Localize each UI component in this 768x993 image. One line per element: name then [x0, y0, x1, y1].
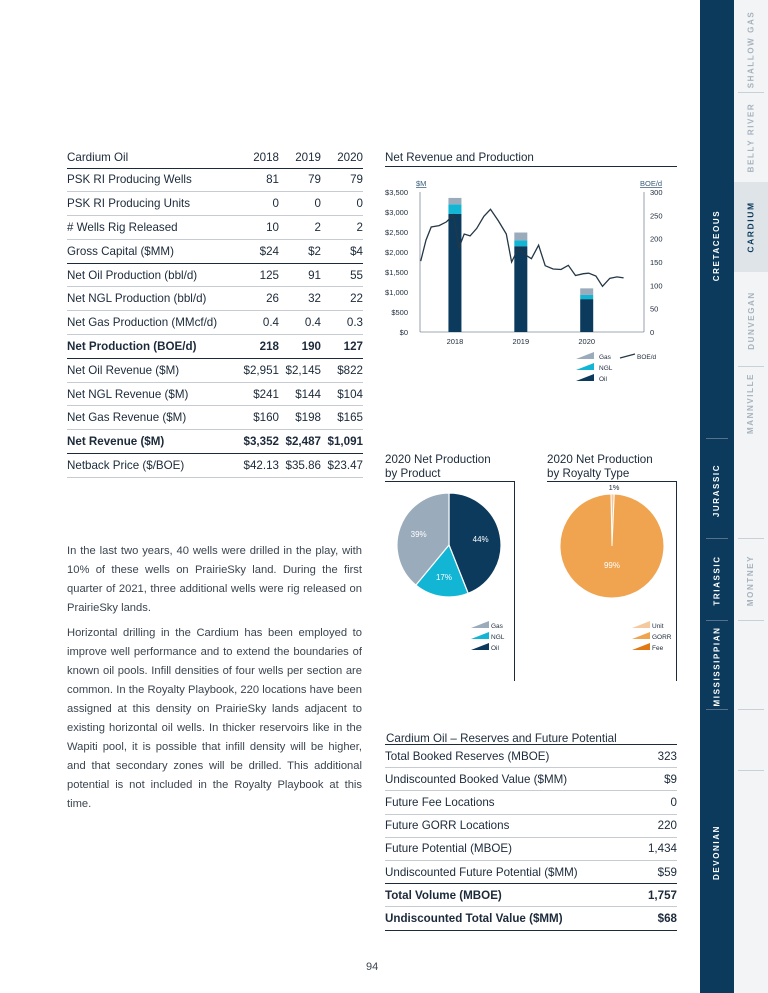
row-label: Netback Price ($/BOE)	[67, 454, 237, 478]
royalty-title-line1: 2020 Net Production	[547, 453, 653, 466]
tab-triassic[interactable]: TRIASSIC	[712, 554, 722, 606]
table-row	[67, 311, 363, 335]
reserves-table	[385, 744, 677, 931]
cell-2020: $1,091	[321, 430, 363, 454]
cell-2019: 0	[279, 192, 321, 216]
cell-2019: $198	[279, 406, 321, 430]
pie-label-ngl: 17%	[435, 572, 452, 582]
table-row	[67, 239, 363, 263]
product-title-line2: by Product	[385, 467, 441, 480]
row-label: # Wells Rig Released	[67, 216, 237, 240]
row-label: Net Production (BOE/d)	[67, 335, 237, 359]
cell-2020: 127	[321, 335, 363, 359]
legend-label-gas: Gas	[491, 623, 503, 630]
cell-2019: $35.86	[279, 454, 321, 478]
cell-2020: 79	[321, 168, 363, 192]
bar-oil-2020	[580, 299, 593, 332]
pie-label-unit: 1%	[608, 483, 620, 492]
row-label: Net Revenue ($M)	[67, 430, 237, 454]
row-value: $9	[639, 768, 677, 791]
cell-2018: 125	[237, 263, 279, 287]
cell-2018: 0.4	[237, 311, 279, 335]
cell-2018: $3,352	[237, 430, 279, 454]
legend-label-gorr: GORR	[652, 634, 672, 641]
cell-2018: $42.13	[237, 454, 279, 478]
royalty-pie-chart	[547, 480, 677, 665]
table-row	[385, 907, 677, 930]
bar-gas-2019	[514, 233, 527, 241]
y-tick-label: $1,000	[385, 288, 408, 297]
table-row	[385, 768, 677, 791]
cell-2018: 0	[237, 192, 279, 216]
y-axis-unit: $M	[416, 179, 427, 188]
legend-swatch-unit	[632, 621, 650, 628]
row-label: Net Gas Production (MMcf/d)	[67, 311, 237, 335]
production-table	[67, 148, 363, 478]
table-title: Cardium Oil	[67, 148, 237, 168]
bar-ngl-2019	[514, 240, 527, 246]
y-tick-label: $0	[399, 328, 408, 337]
table-header	[67, 148, 363, 168]
cell-2019: $144	[279, 382, 321, 406]
cell-2018: $24	[237, 239, 279, 263]
paragraph-drilling: In the last two years, 40 wells were drilled in the play, with 10% of these wells on PrairieSky land. During the first quarter of 2021, three additional wells were rig released on PrairieSky lands.	[67, 545, 362, 614]
table-row	[67, 263, 363, 287]
row-value: 0	[639, 791, 677, 814]
paragraph-horizontal: Horizontal drilling in the Cardium has been employed to improve well performance and to extend the boundaries of known oil pools. Infill densities of four wells per section are common. In the Royalty Playbook, 220 locations have been assigned at this density on PrairieSky lands adjacent to existing horizontal oil wells. In thicker reservoirs like in the Wapiti pool, it is possible that infill density will be higher, and that secondary zones will be drilled. This additional potential is not included in the Royalty Playbook at this time.	[67, 627, 362, 810]
cell-2018: $241	[237, 382, 279, 406]
cell-2019: 2	[279, 216, 321, 240]
table-row	[67, 406, 363, 430]
y-tick-label: $3,000	[385, 208, 408, 217]
cell-2018: 218	[237, 335, 279, 359]
y-tick-label: $1,500	[385, 268, 408, 277]
pie-label-oil: 44%	[472, 534, 489, 544]
revenue-chart	[376, 170, 686, 390]
revenue-title-rule	[385, 166, 677, 167]
product-chart-title	[385, 453, 491, 481]
legend-label-gas: Gas	[599, 354, 611, 361]
y2-axis-unit: BOE/d	[640, 179, 663, 188]
table-row	[67, 168, 363, 192]
row-label: Net NGL Production (bbl/d)	[67, 287, 237, 311]
row-label: Total Booked Reserves (MBOE)	[385, 745, 639, 768]
bar-oil-2018	[448, 214, 461, 332]
cell-2020: 22	[321, 287, 363, 311]
row-label: Gross Capital ($MM)	[67, 239, 237, 263]
legend-label-oil: Oil	[491, 645, 499, 652]
y-tick-label: $2,500	[385, 228, 408, 237]
column-2020: 2020	[321, 148, 363, 168]
cell-2020: 0.3	[321, 311, 363, 335]
legend-label-unit: Unit	[652, 623, 664, 630]
tab-mannville[interactable]: MANNVILLE	[746, 372, 756, 434]
table-row	[67, 382, 363, 406]
row-label: Net Oil Production (bbl/d)	[67, 263, 237, 287]
tab-montney[interactable]: MONTNEY	[746, 554, 756, 606]
y2-tick-label: 100	[650, 281, 663, 291]
y2-tick-label: 0	[650, 328, 655, 337]
table-row	[385, 791, 677, 814]
y-tick-label: $500	[391, 308, 408, 317]
legend-swatch-gas	[576, 352, 594, 359]
column-2019: 2019	[279, 148, 321, 168]
tab-mississippian[interactable]: MISSISSIPPIAN	[712, 626, 722, 706]
row-label: Undiscounted Total Value ($MM)	[385, 907, 639, 930]
cell-2020: 0	[321, 192, 363, 216]
row-value: 1,757	[639, 884, 677, 907]
cell-2019: $2	[279, 239, 321, 263]
cell-2019: 32	[279, 287, 321, 311]
legend-swatch-boe	[620, 354, 635, 358]
product-title-rule	[385, 481, 515, 482]
reserves-table-title: Cardium Oil – Reserves and Future Potential	[386, 732, 617, 745]
tab-shallow-gas[interactable]: SHALLOW GAS	[746, 10, 756, 88]
legend-label-ngl: NGL	[599, 365, 613, 372]
product-title-line1: 2020 Net Production	[385, 453, 491, 466]
x-tick-label: 2020	[578, 337, 596, 346]
cell-2018: 81	[237, 168, 279, 192]
cell-2020: 2	[321, 216, 363, 240]
table-row	[67, 216, 363, 240]
table-row	[385, 837, 677, 860]
table-row	[67, 192, 363, 216]
table-row	[385, 884, 677, 907]
cell-2020: $165	[321, 406, 363, 430]
bar-gas-2018	[448, 198, 461, 204]
row-value: $68	[639, 907, 677, 930]
cell-2019: 79	[279, 168, 321, 192]
legend-swatch-oil	[471, 643, 489, 650]
table-row	[67, 454, 363, 478]
legend-swatch-oil	[576, 374, 594, 381]
bar-ngl-2018	[448, 204, 461, 214]
row-label: Net NGL Revenue ($M)	[67, 382, 237, 406]
y2-tick-label: 200	[650, 234, 663, 244]
legend-swatch-ngl	[471, 632, 489, 639]
table-row	[67, 358, 363, 382]
x-tick-label: 2019	[512, 337, 530, 346]
row-label: Future Potential (MBOE)	[385, 837, 639, 860]
cell-2019: 190	[279, 335, 321, 359]
y-tick-label: $3,500	[385, 188, 408, 197]
revenue-chart-title: Net Revenue and Production	[385, 151, 534, 164]
row-value: $59	[639, 860, 677, 883]
row-label: Net Oil Revenue ($M)	[67, 358, 237, 382]
column-2018: 2018	[237, 148, 279, 168]
product-pie-chart	[385, 485, 515, 665]
bar-oil-2019	[514, 246, 527, 332]
tab-devonian[interactable]: DEVONIAN	[712, 824, 722, 880]
row-value: 323	[639, 745, 677, 768]
royalty-title-line2: by Royalty Type	[547, 467, 630, 480]
cell-2019: 91	[279, 263, 321, 287]
row-label: PSK RI Producing Units	[67, 192, 237, 216]
section-sidebar	[700, 0, 768, 993]
legend-label-boe: BOE/d	[637, 354, 657, 361]
legend-swatch-ngl	[576, 363, 594, 370]
period-tabs	[700, 0, 734, 993]
tab-cardium[interactable]: CARDIUM	[734, 182, 768, 272]
legend-label-fee: Fee	[652, 645, 664, 652]
bar-gas-2020	[580, 288, 593, 295]
cell-2019: $2,145	[279, 358, 321, 382]
legend-label-ngl: NGL	[491, 634, 505, 641]
legend-swatch-gas	[471, 621, 489, 628]
legend-swatch-gorr	[632, 632, 650, 639]
tab-belly-river[interactable]: BELLY RIVER	[746, 102, 756, 172]
table-row	[67, 335, 363, 359]
y-tick-label: $2,000	[385, 248, 408, 257]
row-label: Future GORR Locations	[385, 814, 639, 837]
row-label: Undiscounted Booked Value ($MM)	[385, 768, 639, 791]
royalty-chart-title	[547, 453, 653, 481]
cell-2020: $23.47	[321, 454, 363, 478]
table-row	[67, 430, 363, 454]
table-row	[385, 814, 677, 837]
pie-label-gas: 39%	[410, 530, 427, 540]
y2-tick-label: 150	[650, 258, 663, 267]
table-row	[385, 745, 677, 768]
legend-label-oil: Oil	[599, 376, 607, 383]
cell-2020: 55	[321, 263, 363, 287]
formation-tabs	[734, 0, 768, 993]
x-tick-label: 2018	[446, 337, 464, 346]
cell-2020: $104	[321, 382, 363, 406]
cell-2019: $2,487	[279, 430, 321, 454]
cell-2018: 10	[237, 216, 279, 240]
table-row	[67, 287, 363, 311]
row-label: Undiscounted Future Potential ($MM)	[385, 860, 639, 883]
cell-2018: 26	[237, 287, 279, 311]
y2-tick-label: 50	[650, 304, 659, 314]
cell-2018: $160	[237, 406, 279, 430]
y2-tick-label: 300	[650, 188, 663, 197]
cell-2018: $2,951	[237, 358, 279, 382]
row-label: Future Fee Locations	[385, 791, 639, 814]
page-number: 94	[366, 961, 379, 973]
row-label: PSK RI Producing Wells	[67, 168, 237, 192]
row-value: 220	[639, 814, 677, 837]
y2-tick-label: 250	[650, 211, 663, 221]
pie-label-gorr: 99%	[603, 561, 621, 570]
cell-2019: 0.4	[279, 311, 321, 335]
cell-2020: $4	[321, 239, 363, 263]
row-label: Total Volume (MBOE)	[385, 884, 639, 907]
row-label: Net Gas Revenue ($M)	[67, 406, 237, 430]
tab-cretaceous[interactable]: CRETACEOUS	[712, 209, 722, 282]
cell-2020: $822	[321, 358, 363, 382]
tab-dunvegan[interactable]: DUNVEGAN	[746, 290, 756, 350]
tab-jurassic[interactable]: JURASSIC	[712, 463, 722, 517]
table-row	[385, 860, 677, 883]
legend-swatch-fee	[632, 643, 650, 650]
row-value: 1,434	[639, 837, 677, 860]
bar-ngl-2020	[580, 295, 593, 299]
